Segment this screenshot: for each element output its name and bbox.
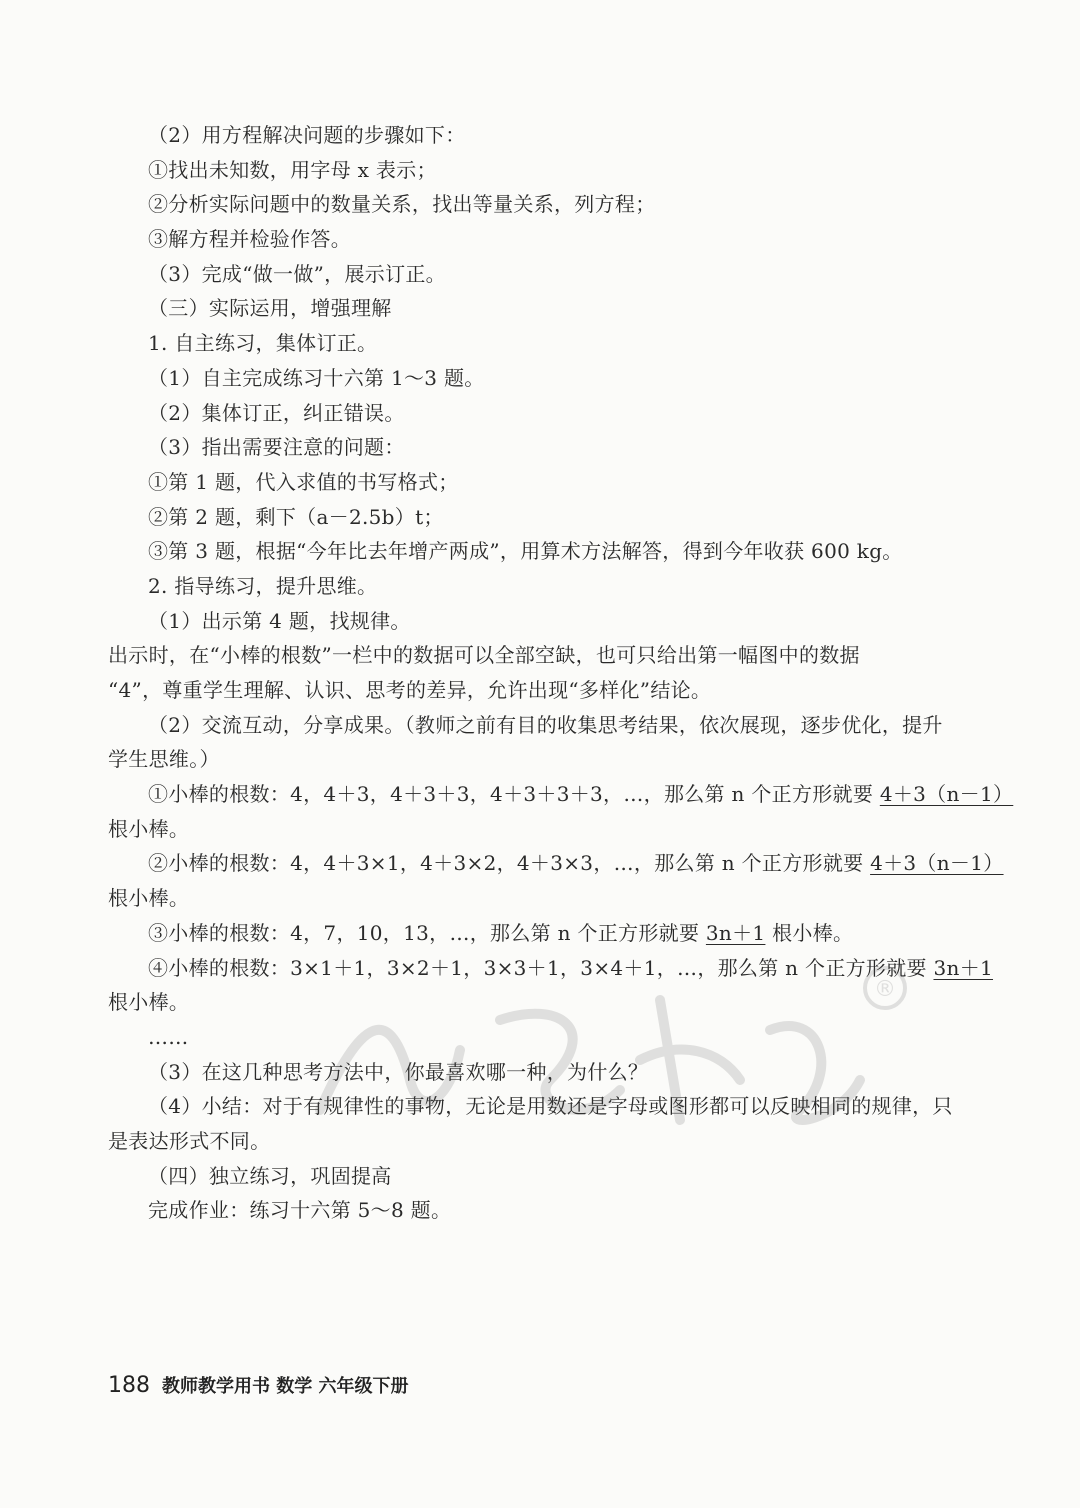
line-text: ②第 2 题，剩下（a－2.5b）t； — [148, 504, 444, 529]
text-line — [108, 465, 968, 500]
text-line — [108, 291, 968, 326]
text-line — [108, 673, 968, 708]
line-text: “4”，尊重学生理解、认识、思考的差异，允许出现“多样化”结论。 — [108, 678, 712, 702]
text-line — [108, 604, 968, 639]
line-text: （3）完成“做一做”，展示订正。 — [148, 261, 446, 286]
text-line — [108, 222, 968, 257]
text-line — [108, 777, 1014, 812]
line-text: 根小棒。 — [108, 816, 190, 841]
text-line — [108, 1124, 968, 1159]
line-text: ③小棒的根数：4，7，10，13，…，那么第 n 个正方形就要 — [148, 920, 706, 945]
answer-underlined: 3n＋1 — [705, 920, 766, 945]
line-text: （三）实际运用，增强理解 — [148, 296, 392, 321]
line-text: （3）在这几种思考方法中，你最喜欢哪一种，为什么？ — [148, 1059, 649, 1084]
text-line — [108, 187, 968, 222]
line-text: （2）交流互动，分享成果。（教师之前有目的收集思考结果，依次展现，逐步优化，提升 — [148, 712, 943, 737]
line-text: ②分析实际问题中的数量关系，找出等量关系，列方程； — [148, 192, 656, 217]
line-text: ④小棒的根数：3×1＋1，3×2＋1，3×3＋1，3×4＋1，…，那么第 n 个正方形就要 — [148, 955, 934, 980]
text-line — [108, 881, 968, 916]
text-line — [108, 118, 968, 153]
line-text: ③解方程并检验作答。 — [148, 227, 351, 252]
line-text-after: 根小棒。 — [765, 920, 854, 945]
line-text: 1. 自主练习，集体订正。 — [148, 331, 378, 356]
registered-mark: ® — [874, 977, 896, 1002]
line-text: （3）指出需要注意的问题： — [148, 435, 405, 460]
line-text: 出示时，在“小棒的根数”一栏中的数据可以全部空缺，也可只给出第一幅图中的数据 — [108, 643, 860, 668]
answer-underlined: 4＋3（n－1） — [870, 851, 1004, 876]
text-line — [108, 396, 968, 431]
page-number: 188 — [108, 1373, 150, 1398]
text-line — [108, 916, 968, 951]
line-text: ①找出未知数，用字母 x 表示； — [148, 157, 437, 182]
text-line — [108, 534, 968, 569]
line-text: ③第 3 题，根据“今年比去年增产两成”，用算术方法解答，得到今年收获 600 kg。 — [148, 539, 903, 564]
text-line — [108, 326, 968, 361]
line-text: ①第 1 题，代入求值的书写格式； — [148, 469, 459, 494]
line-text: 学生思维。） — [108, 747, 220, 772]
line-text: 是表达形式不同。 — [108, 1128, 271, 1153]
line-text: （2）集体订正，纠正错误。 — [148, 400, 405, 425]
text-line — [108, 812, 968, 847]
text-line — [108, 153, 968, 188]
line-text: （2）用方程解决问题的步骤如下： — [148, 123, 466, 147]
book-title: 教师教学用书 数学 六年级下册 — [162, 1376, 409, 1397]
line-text: （四）独立练习，巩固提高 — [148, 1163, 392, 1188]
line-text: （1）自主完成练习十六第 1～3 题。 — [148, 365, 485, 390]
text-line — [108, 708, 968, 743]
text-line — [108, 569, 968, 604]
text-line — [108, 1020, 968, 1055]
text-line — [108, 361, 968, 396]
answer-underlined: 3n＋1 — [933, 955, 994, 980]
line-text: ②小棒的根数：4，4＋3×1，4＋3×2，4＋3×3，…，那么第 n 个正方形就要 — [148, 851, 871, 876]
text-line — [108, 500, 968, 535]
text-line — [108, 846, 1004, 881]
text-line — [108, 430, 968, 465]
line-text: 根小棒。 — [108, 886, 190, 911]
page-footer — [108, 1372, 409, 1398]
line-text: …… — [148, 1024, 189, 1049]
text-line — [108, 1159, 968, 1194]
text-line — [108, 257, 968, 292]
line-text: （1）出示第 4 题，找规律。 — [148, 608, 411, 633]
text-line — [108, 742, 968, 777]
line-text: ①小棒的根数：4，4＋3，4＋3＋3，4＋3＋3＋3，…，那么第 n 个正方形就要 — [148, 782, 880, 807]
body-text — [108, 118, 1014, 1228]
text-line — [108, 1055, 968, 1090]
text-line — [108, 638, 968, 673]
line-text: 根小棒。 — [108, 990, 190, 1015]
answer-underlined: 4＋3（n－1） — [879, 782, 1014, 807]
text-line — [108, 951, 994, 986]
text-line — [108, 1089, 968, 1124]
text-line — [108, 1193, 968, 1228]
text-line — [108, 985, 968, 1020]
line-text: 2. 指导练习，提升思维。 — [148, 573, 378, 598]
line-text: （4）小结：对于有规律性的事物，无论是用数还是字母或图形都可以反映相同的规律，只 — [148, 1094, 953, 1119]
line-text: 完成作业：练习十六第 5～8 题。 — [148, 1198, 452, 1223]
